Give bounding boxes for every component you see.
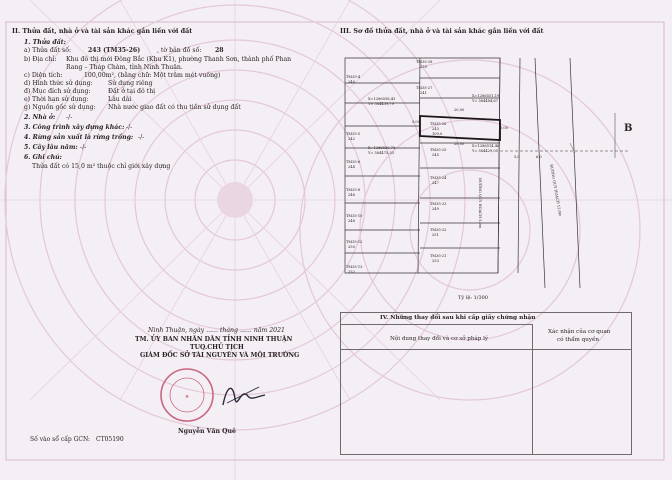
parcel-label: 240: [348, 80, 355, 84]
term-label: e) Thời hạn sử dụng:: [24, 96, 89, 103]
map-sheet-value: 28: [215, 47, 224, 54]
area-value: 100,00m², (bằng chữ: Một trăm mét vuông): [84, 72, 221, 79]
col-header-confirm: Xác nhận của cơ quan: [548, 329, 611, 335]
forest-heading: 4. Rừng sản xuất là rừng trồng:: [24, 134, 134, 141]
parcel-label: TM35-25: [430, 148, 447, 152]
coord-label: Y= 584439,79: [368, 102, 394, 106]
svg-text:★: ★: [184, 394, 190, 400]
dimension-label: 20,00: [454, 108, 465, 112]
parcel-label: TM35-12: [346, 240, 363, 244]
house-heading: 2. Nhà ở:: [24, 114, 56, 121]
parcel-label: TM35-28: [416, 60, 433, 64]
parcel-label-subject: 243: [432, 127, 439, 131]
parcel-label: 245: [432, 153, 439, 157]
area-label: c) Diện tích:: [24, 72, 63, 79]
road-label: ĐƯỜNG QUY HOẠCH 12,0m: [549, 164, 563, 217]
section-iii-title: III. Sơ đồ thửa đất, nhà ở và tài sản khác gắn liền với đất: [340, 27, 544, 35]
parcel-label: 248: [348, 219, 355, 223]
notes-value: Thửa đất có 15,0 m² thuộc chỉ giới xây dựng: [32, 163, 171, 170]
signature-line3: GIÁM ĐỐC SỞ TÀI NGUYÊN VÀ MÔI TRƯỜNG: [140, 352, 300, 359]
address-label: b) Địa chỉ:: [24, 56, 57, 63]
perennial-value: -/-: [80, 144, 87, 151]
parcel-label: 244: [348, 165, 355, 169]
origin-value: Nhà nước giao đất có thu tiền sử dụng đất: [108, 104, 241, 111]
purpose-value: Đất ở tại đô thị: [108, 88, 156, 95]
usage-form-label: d) Hình thức sử dụng:: [24, 80, 93, 87]
parcel-label: 241: [420, 91, 427, 95]
col-header-confirm: có thẩm quyền: [557, 337, 600, 343]
perennial-heading: 5. Cây lâu năm:: [24, 144, 78, 151]
parcel-label: 253: [432, 259, 439, 263]
coord-label: X=1286551,19: [472, 94, 500, 98]
parcel-label: 246: [348, 193, 355, 197]
parcel-map: [330, 48, 640, 298]
purpose-label: đ) Mục đích sử dụng:: [24, 88, 91, 95]
coord-label: X=1286514,46: [472, 144, 500, 148]
coord-label: Y= 584429,05: [472, 149, 498, 153]
parcel-label: 247: [432, 181, 439, 185]
coord-label: X=1286558,43: [368, 97, 396, 101]
land-parcel-heading: 1. Thửa đất:: [24, 39, 66, 46]
gcn-label: Số vào sổ cấp GCN:: [30, 436, 91, 443]
dimension-label: 5,00: [412, 120, 421, 124]
construction-value: -/-: [126, 124, 133, 131]
dimension-label: 20,00: [454, 142, 465, 146]
coord-label: Y= 584484,67: [472, 99, 498, 103]
parcel-label: 251: [432, 233, 439, 237]
parcel-label: TM35-4: [346, 75, 361, 79]
parcel-label: 242: [348, 137, 355, 141]
scale-label: Tỷ lệ: 1/300: [458, 295, 488, 301]
map-sheet-label: , tờ bản đồ số:: [157, 47, 202, 54]
col-header-content: Nội dung thay đổi và cơ sở pháp lý: [390, 336, 489, 342]
official-stamp: [155, 365, 285, 425]
origin-label: g) Nguồn gốc sử dụng:: [24, 104, 96, 111]
dimension-label: 5,0: [514, 155, 520, 159]
parcel-label: TM35-21: [430, 254, 447, 258]
parcel-label: TM35-22: [430, 228, 447, 232]
road-label: ĐƯỜNG QUY HOẠCH 5,0m: [478, 178, 482, 229]
parcel-no-label: a) Thửa đất số:: [24, 47, 72, 54]
parcel-label: 239: [420, 65, 427, 69]
area-mark: 100,0: [432, 132, 443, 136]
parcel-label: TM35-6: [346, 160, 361, 164]
dimension-label: 5,00: [500, 126, 509, 130]
section-ii-title: II. Thửa đất, nhà ở và tài sản khác gắn liền với đất: [12, 27, 193, 35]
address-line1: Khu đô thị mới Đông Bắc (Khu K1), phường Thanh Sơn, thành phố Phan: [66, 56, 292, 63]
notes-heading: 6. Ghi chú:: [24, 154, 62, 161]
section-iv-title: IV. Những thay đổi sau khi cấp giấy chứng nhận: [380, 315, 536, 321]
address-line2: Rang – Tháp Chàm, tỉnh Ninh Thuận.: [66, 64, 183, 71]
construction-heading: 3. Công trình xây dựng khác:: [24, 124, 125, 131]
coord-label: Y= 584475,33: [368, 151, 394, 155]
parcel-label: 249: [432, 207, 439, 211]
house-value: -/-: [66, 114, 73, 121]
parcel-label: 250: [348, 245, 355, 249]
parcel-label: 252: [348, 270, 355, 274]
signer-name: Nguyễn Văn Quê: [178, 428, 236, 435]
gcn-value: CT05190: [96, 436, 124, 443]
forest-value: -/-: [138, 134, 145, 141]
signature-line2: TUQ.CHỦ TỊCH: [190, 344, 244, 351]
parcel-label: TM35-10: [346, 214, 363, 218]
parcel-label: TM35-8: [346, 188, 361, 192]
parcel-label: TM35-23: [430, 202, 447, 206]
usage-form-value: Sử dụng riêng: [108, 80, 153, 87]
parcel-label: TM35-13: [346, 265, 363, 269]
coord-label: X=1286520,73: [368, 146, 396, 150]
signature-line1: TM. ỦY BAN NHÂN DÂN TỈNH NINH THUẬN: [135, 336, 293, 343]
north-arrow-icon: B: [624, 123, 633, 134]
parcel-label: TM35-5: [346, 132, 361, 136]
place-date: Ninh Thuận, ngày ...... tháng ...... năm 2021: [148, 327, 285, 334]
term-value: Lâu dài: [108, 96, 132, 103]
parcel-label: TM35-24: [430, 176, 447, 180]
parcel-label-subject: TM35-26: [430, 122, 447, 126]
parcel-label: TM35-27: [416, 86, 433, 90]
dimension-label: 6,0: [536, 155, 542, 159]
parcel-no-value: 243 (TM35-26): [88, 47, 141, 54]
